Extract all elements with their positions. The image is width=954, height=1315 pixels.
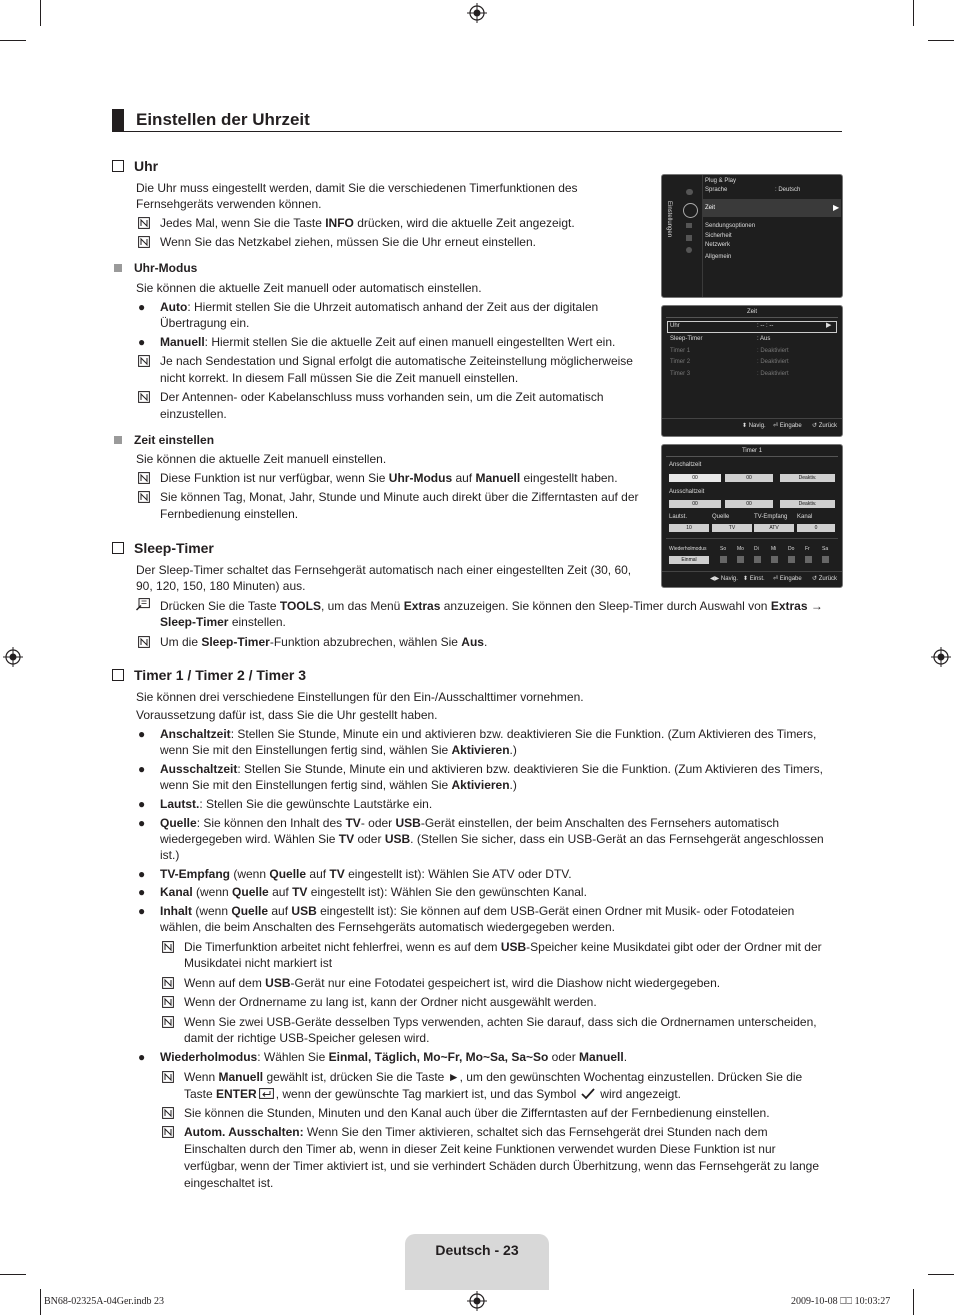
uhr-intro-line: Die Uhr muss eingestellt werden, damit Sie die verschiedenen Timerfunktionen des — [136, 181, 578, 195]
print-timestamp: 2009-10-08 ⎕⎕ 10:03:27 — [791, 1296, 891, 1307]
osd-title: Zeit — [746, 309, 757, 315]
picture-icon — [686, 189, 693, 195]
timer-quelle-cont: wiedergegeben wird. Wählen Sie TV oder USB. (Stellen Sie sicher, dass ein USB-Gerät an das Fernsehgerät angeschlossen — [160, 832, 824, 846]
osd-value-quelle[interactable]: TV — [712, 524, 752, 532]
osd-value-lautst[interactable]: 10 — [669, 524, 709, 532]
crop-mark — [913, 0, 914, 26]
title-rule — [112, 131, 842, 132]
osd-row-sleep-timer[interactable]: Sleep-Timer — [670, 336, 703, 342]
crop-mark — [928, 40, 954, 41]
note-icon — [162, 996, 174, 1008]
osd-row-sleep-value: : Aus — [757, 336, 771, 342]
osd-off-status[interactable]: Deaktiv. — [780, 500, 835, 508]
checkbox-bullet-icon — [112, 669, 124, 681]
bullet-dot-icon: ● — [138, 1050, 146, 1064]
osd-timer1-menu — [661, 444, 843, 588]
note-icon — [138, 236, 150, 248]
timer-inhalt: Inhalt (wenn Quelle auf USB eingestellt ist): Sie können auf dem USB-Gerät einen Ordner mit Musik- oder Fotodateien — [160, 904, 795, 918]
zeit-einstellen-note-cont: Fernbedienung einstellen. — [160, 507, 299, 521]
osd-row-uhr-value: : -- : -- — [757, 323, 774, 329]
osd-day-label: Do — [788, 546, 795, 552]
timer-inhalt-cont: wählen, die beim Anschalten des Fernsehgeräts automatisch wiedergegeben werden. — [160, 920, 615, 934]
note-icon — [138, 636, 150, 648]
timer-anschaltzeit: Anschaltzeit: Stellen Sie Stunde, Minute ein und aktivieren bzw. deaktivieren Sie die Funktion. (Zum Aktivieren des Timers, — [160, 727, 817, 741]
bullet-dot-icon: ● — [138, 816, 146, 830]
timer-note: Wenn auf dem USB-Gerät nur eine Fotodatei gespeichert ist, wird die Diashow nicht wiedergegeben. — [184, 976, 721, 990]
timer-ausschaltzeit: Ausschaltzeit: Stellen Sie Stunde, Minute ein und aktivieren bzw. deaktivieren Sie die Funktion. (Zum Aktivieren des Timers, — [160, 762, 823, 776]
osd-day-checkbox[interactable] — [720, 556, 727, 563]
osd-divider — [666, 317, 838, 318]
osd-row-timer2-value: : Deaktiviert — [757, 359, 789, 365]
osd-day-label: Mo — [737, 546, 744, 552]
osd-footer-zurueck: ↺ Zurück — [812, 576, 838, 582]
nav-arrows-icon: ⬍ — [743, 576, 749, 582]
timer-note-cont: Taste ENTER , wenn der gewünschte Tag markiert ist, und das Symbol wird angezeigt. — [184, 1087, 682, 1101]
uhr-modus-intro: Sie können die aktuelle Zeit manuell oder automatisch einstellen. — [136, 281, 482, 295]
page-title-bar — [112, 108, 842, 132]
osd-item-sendungsoptionen[interactable]: Sendungsoptionen — [705, 223, 756, 229]
timer-ausschaltzeit-cont: wenn Sie mit den Einstellungen fertig sind, wählen Sie Aktivieren.) — [160, 778, 517, 792]
uhr-modus-note-cont: nicht korrekt. In diesem Fall müssen Sie die Zeit manuell einstellen. — [160, 371, 519, 385]
enter-icon: ⏎ — [773, 423, 779, 429]
timer-intro: Sie können drei verschiedene Einstellungen für den Ein-/Ausschalttimer vornehmen. — [136, 690, 584, 704]
osd-footer-eingabe: ⏎ Eingabe — [773, 423, 802, 429]
osd-on-status[interactable]: Deaktiv. — [780, 474, 835, 482]
support-icon — [686, 247, 692, 253]
uhr-modus-note-cont: einzustellen. — [160, 407, 227, 421]
timer-tv-empfang: TV-Empfang (wenn Quelle auf TV eingestellt ist): Wählen Sie ATV oder DTV. — [160, 867, 572, 881]
setup-icon — [686, 235, 692, 241]
osd-row-uhr[interactable]: Uhr — [670, 323, 680, 329]
osd-day-checkbox[interactable] — [822, 556, 829, 563]
registration-mark-icon — [467, 1291, 487, 1311]
return-icon: ↺ — [812, 423, 818, 429]
uhr-note-info: Jedes Mal, wenn Sie die Taste INFO drücken, wird die aktuelle Zeit angezeigt. — [160, 216, 575, 230]
timer-note: Wenn Sie zwei USB-Geräte desselben Typs verwenden, achten Sie darauf, dass sich die Ordnernamen unterscheiden, — [184, 1015, 817, 1029]
osd-item-sicherheit[interactable]: Sicherheit — [705, 233, 732, 239]
bullet-dot-icon: ● — [138, 867, 146, 881]
sleep-cancel-note: Um die Sleep-Timer-Funktion abzubrechen, wählen Sie Aus. — [160, 635, 488, 649]
timer-note-autom: Autom. Ausschalten: Wenn Sie den Timer aktivieren, schaltet sich das Fernsehgerät drei Stunden nach dem — [184, 1125, 768, 1139]
timer-quelle-cont: ist.) — [160, 848, 180, 862]
osd-label-ausschaltzeit: Ausschaltzeit — [669, 489, 705, 495]
osd-day-checkbox[interactable] — [788, 556, 795, 563]
osd-side-icons — [682, 189, 698, 269]
osd-label-tv-empfang: TV-Empfang — [754, 514, 788, 520]
osd-label-anschaltzeit: Anschaltzeit — [669, 462, 702, 468]
note-icon — [162, 1126, 174, 1138]
osd-row-timer1-value: : Deaktiviert — [757, 348, 789, 354]
timer-note-cont: damit der richtige USB-Speicher gelesen wird. — [184, 1031, 430, 1045]
note-icon — [138, 391, 150, 403]
section-heading-timer: Timer 1 / Timer 2 / Timer 3 — [112, 667, 306, 683]
note-icon — [162, 1016, 174, 1028]
registration-mark-icon — [467, 3, 487, 23]
osd-settings-menu — [661, 174, 843, 298]
timer-note-cont: Einschalten durch den Timer ab, wenn in dieser Zeit keine Funktionen verwendet wurden Diese Funktion ist nur — [184, 1142, 776, 1156]
sleep-intro-cont: 90, 120, 150, 180 Minuten) aus. — [136, 579, 306, 593]
checkbox-bullet-icon — [112, 160, 124, 172]
timer-note-cont: verfügbar, wenn der Timer aktiviert ist, und sie verhindert Schäden durch Überhitzung, wenn das Fernsehgerät zu lange — [184, 1159, 820, 1173]
timer-note-cont: eingeschaltet ist. — [184, 1176, 274, 1190]
bullet-dot-icon: ● — [138, 885, 146, 899]
uhr-note-netzkabel: Wenn Sie das Netzkabel ziehen, müssen Sie die Uhr erneut einstellen. — [160, 235, 536, 249]
nav-arrows-icon: ⬍ — [742, 423, 748, 429]
sleep-tools-note-cont: Sleep-Timer einstellen. — [160, 615, 286, 629]
osd-item-netzwerk[interactable]: Netzwerk — [705, 242, 731, 248]
osd-value-kanal[interactable]: 0 — [797, 524, 835, 532]
note-icon — [138, 355, 150, 367]
timer-note-cont: Musikdatei nicht markiert ist — [184, 956, 333, 970]
osd-item-plug-play[interactable]: Plug & Play — [705, 178, 737, 184]
osd-divider — [666, 456, 838, 457]
uhr-modus-note: Der Antennen- oder Kabelanschluss muss vorhanden sein, um die Zeit automatisch — [160, 390, 604, 404]
timer-kanal: Kanal (wenn Quelle auf TV eingestellt ist): Wählen Sie den gewünschten Kanal. — [160, 885, 587, 899]
osd-zeit-menu — [661, 305, 843, 437]
osd-day-checkbox[interactable] — [805, 556, 812, 563]
crop-mark — [913, 1289, 914, 1315]
osd-day-checkbox[interactable] — [771, 556, 778, 563]
osd-off-hour[interactable]: 00 — [669, 500, 721, 508]
osd-divider — [662, 571, 842, 572]
page-number-tab — [405, 1234, 549, 1290]
note-icon — [162, 1107, 174, 1119]
osd-day-label: Mi — [771, 546, 777, 552]
osd-item-sprache-value: : Deutsch — [775, 187, 801, 193]
osd-on-minute[interactable]: 00 — [725, 474, 773, 482]
osd-row-timer2[interactable]: Timer 2 — [670, 359, 691, 365]
bullet-dot-icon: ● — [138, 797, 146, 811]
osd-divider — [702, 175, 703, 297]
osd-row-uhr-highlight[interactable] — [667, 321, 837, 333]
timer-quelle: Quelle: Sie können den Inhalt des TV- oder USB-Gerät einstellen, der beim Anschalten des Fernsehers automatisch — [160, 816, 780, 830]
osd-value-tv-empfang[interactable]: ATV — [754, 524, 794, 532]
print-file-info: BN68-02325A-04Ger.indb 23 — [44, 1296, 164, 1307]
osd-item-zeit[interactable]: Zeit — [705, 205, 716, 211]
tools-icon — [136, 598, 150, 611]
osd-on-hour[interactable]: 00 — [669, 474, 721, 482]
osd-label-quelle: Quelle — [712, 514, 730, 520]
note-icon — [138, 217, 150, 229]
uhr-intro-line: Fernsehgeräts verwenden können. — [136, 197, 322, 211]
title-marker — [112, 109, 124, 131]
section-heading-text: Uhr — [134, 158, 159, 174]
crop-mark — [40, 0, 41, 26]
osd-item-zeit-highlight[interactable] — [702, 199, 841, 217]
arrow-right-icon: ▶ — [833, 203, 840, 212]
checkmark-icon — [580, 1088, 596, 1100]
timer-lautst: Lautst.: Stellen Sie die gewünschte Lautstärke ein. — [160, 797, 433, 811]
nav-lr-icon: ◀▶ — [710, 576, 720, 582]
registration-mark-icon — [3, 647, 23, 667]
uhr-modus-manuell: Manuell: Hiermit stellen Sie die aktuelle Zeit auf einen manuell eingestellten Wert ein. — [160, 335, 616, 349]
osd-label-wiederholmodus: Wiederholmodus — [669, 546, 707, 552]
osd-footer-eingabe: ⏎ Eingabe — [773, 576, 802, 582]
osd-row-timer3-value: : Deaktiviert — [757, 371, 789, 377]
osd-footer-einst: ⬍ Einst. — [743, 576, 765, 582]
channel-icon — [686, 223, 692, 228]
enter-icon — [259, 1088, 274, 1099]
timer-anschaltzeit-cont: wenn Sie mit den Einstellungen fertig sind, wählen Sie Aktivieren.) — [160, 743, 517, 757]
timer-note: Wenn Manuell gewählt ist, drücken Sie die Taste ►, um den gewünschten Wochentag einzustellen. Drücken Sie die — [184, 1070, 803, 1084]
osd-side-label: Einstellungen — [666, 201, 672, 238]
page-title: Einstellen der Uhrzeit — [136, 110, 310, 129]
osd-item-allgemein[interactable]: Allgemein — [705, 254, 732, 260]
osd-day-checkbox[interactable] — [737, 556, 744, 563]
note-icon — [138, 491, 150, 503]
registration-mark-icon — [931, 647, 951, 667]
osd-divider — [666, 538, 838, 539]
osd-day-label: So — [720, 546, 727, 552]
arrow-right-icon: ▶ — [826, 322, 832, 329]
osd-label-lautst: Lautst. — [669, 514, 688, 520]
gear-icon — [683, 203, 698, 218]
note-icon — [162, 977, 174, 989]
section-heading-uhr — [112, 158, 158, 174]
enter-icon: ⏎ — [773, 576, 779, 582]
sleep-tools-note: Drücken Sie die Taste TOOLS, um das Menü Extras anzuzeigen. Sie können den Sleep-Timer durch Auswahl von Extras → — [160, 599, 823, 613]
crop-mark — [40, 1289, 41, 1315]
subheading-zeit-einstellen: Zeit einstellen — [114, 433, 214, 447]
osd-footer-navig: ◀▶ Navig. — [710, 576, 738, 582]
square-bullet-icon — [114, 436, 122, 444]
uhr-modus-auto-cont: Übertragung ein. — [160, 316, 250, 330]
crop-mark — [928, 1274, 954, 1275]
timer-note: Wenn der Ordnername zu lang ist, kann der Ordner nicht ausgewählt werden. — [184, 995, 597, 1009]
checkbox-bullet-icon — [112, 542, 124, 554]
page-number: Deutsch - 23 — [435, 1242, 519, 1258]
osd-day-label: Sa — [822, 546, 829, 552]
note-icon — [162, 1071, 174, 1083]
zeit-einstellen-note: Sie können Tag, Monat, Jahr, Stunde und Minute auch direkt über die Zifferntasten auf der — [160, 490, 639, 504]
crop-mark — [0, 1274, 26, 1275]
subheading-uhr-modus: Uhr-Modus — [114, 261, 197, 275]
note-icon — [138, 472, 150, 484]
bullet-dot-icon: ● — [138, 300, 146, 314]
osd-title: Timer 1 — [741, 448, 763, 454]
osd-row-timer1[interactable]: Timer 1 — [670, 348, 691, 354]
osd-day-label: Di — [754, 546, 759, 552]
zeit-einstellen-note: Diese Funktion ist nur verfügbar, wenn Sie Uhr-Modus auf Manuell eingestellt haben. — [160, 471, 618, 485]
osd-day-checkbox[interactable] — [754, 556, 761, 563]
osd-item-sprache[interactable]: Sprache — [705, 187, 728, 193]
zeit-einstellen-intro: Sie können die aktuelle Zeit manuell einstellen. — [136, 452, 387, 466]
square-bullet-icon — [114, 264, 122, 272]
uhr-modus-note: Je nach Sendestation und Signal erfolgt die automatische Zeiteinstellung möglicherweise — [160, 354, 633, 368]
crop-mark — [0, 40, 26, 41]
note-icon — [162, 941, 174, 953]
osd-row-timer3[interactable]: Timer 3 — [670, 371, 691, 377]
osd-value-wiederholmodus[interactable]: Einmal — [669, 556, 709, 564]
bullet-dot-icon: ● — [138, 762, 146, 776]
uhr-modus-auto: Auto: Hiermit stellen Sie die Uhrzeit automatisch anhand der Zeit aus der digitalen — [160, 300, 599, 314]
timer-wiederholmodus: Wiederholmodus: Wählen Sie Einmal, Täglich, Mo~Fr, Mo~Sa, Sa~So oder Manuell. — [160, 1050, 628, 1064]
section-heading-sleep-timer: Sleep-Timer — [112, 540, 214, 556]
osd-off-minute[interactable]: 00 — [725, 500, 773, 508]
osd-label-kanal: Kanal — [797, 514, 813, 520]
osd-footer-navig: ⬍ Navig. — [742, 423, 766, 429]
return-icon: ↺ — [812, 576, 818, 582]
timer-intro: Voraussetzung dafür ist, dass Sie die Uhr gestellt haben. — [136, 708, 438, 722]
osd-day-label: Fr — [805, 546, 810, 552]
timer-note: Die Timerfunktion arbeitet nicht fehlerfrei, wenn es auf dem USB-Speicher keine Musikdatei gibt oder der Ordner mit der — [184, 940, 822, 954]
osd-divider — [662, 418, 842, 419]
timer-note: Sie können die Stunden, Minuten und den Kanal auch über die Zifferntasten auf der Fernbedienung einstellen. — [184, 1106, 770, 1120]
bullet-dot-icon: ● — [138, 727, 146, 741]
osd-footer-zurueck: ↺ Zurück — [812, 423, 838, 429]
sleep-intro: Der Sleep-Timer schaltet das Fernsehgerät automatisch nach einer eingestellten Zeit (30, 60, — [136, 563, 632, 577]
bullet-dot-icon: ● — [138, 335, 146, 349]
bullet-dot-icon: ● — [138, 904, 146, 918]
